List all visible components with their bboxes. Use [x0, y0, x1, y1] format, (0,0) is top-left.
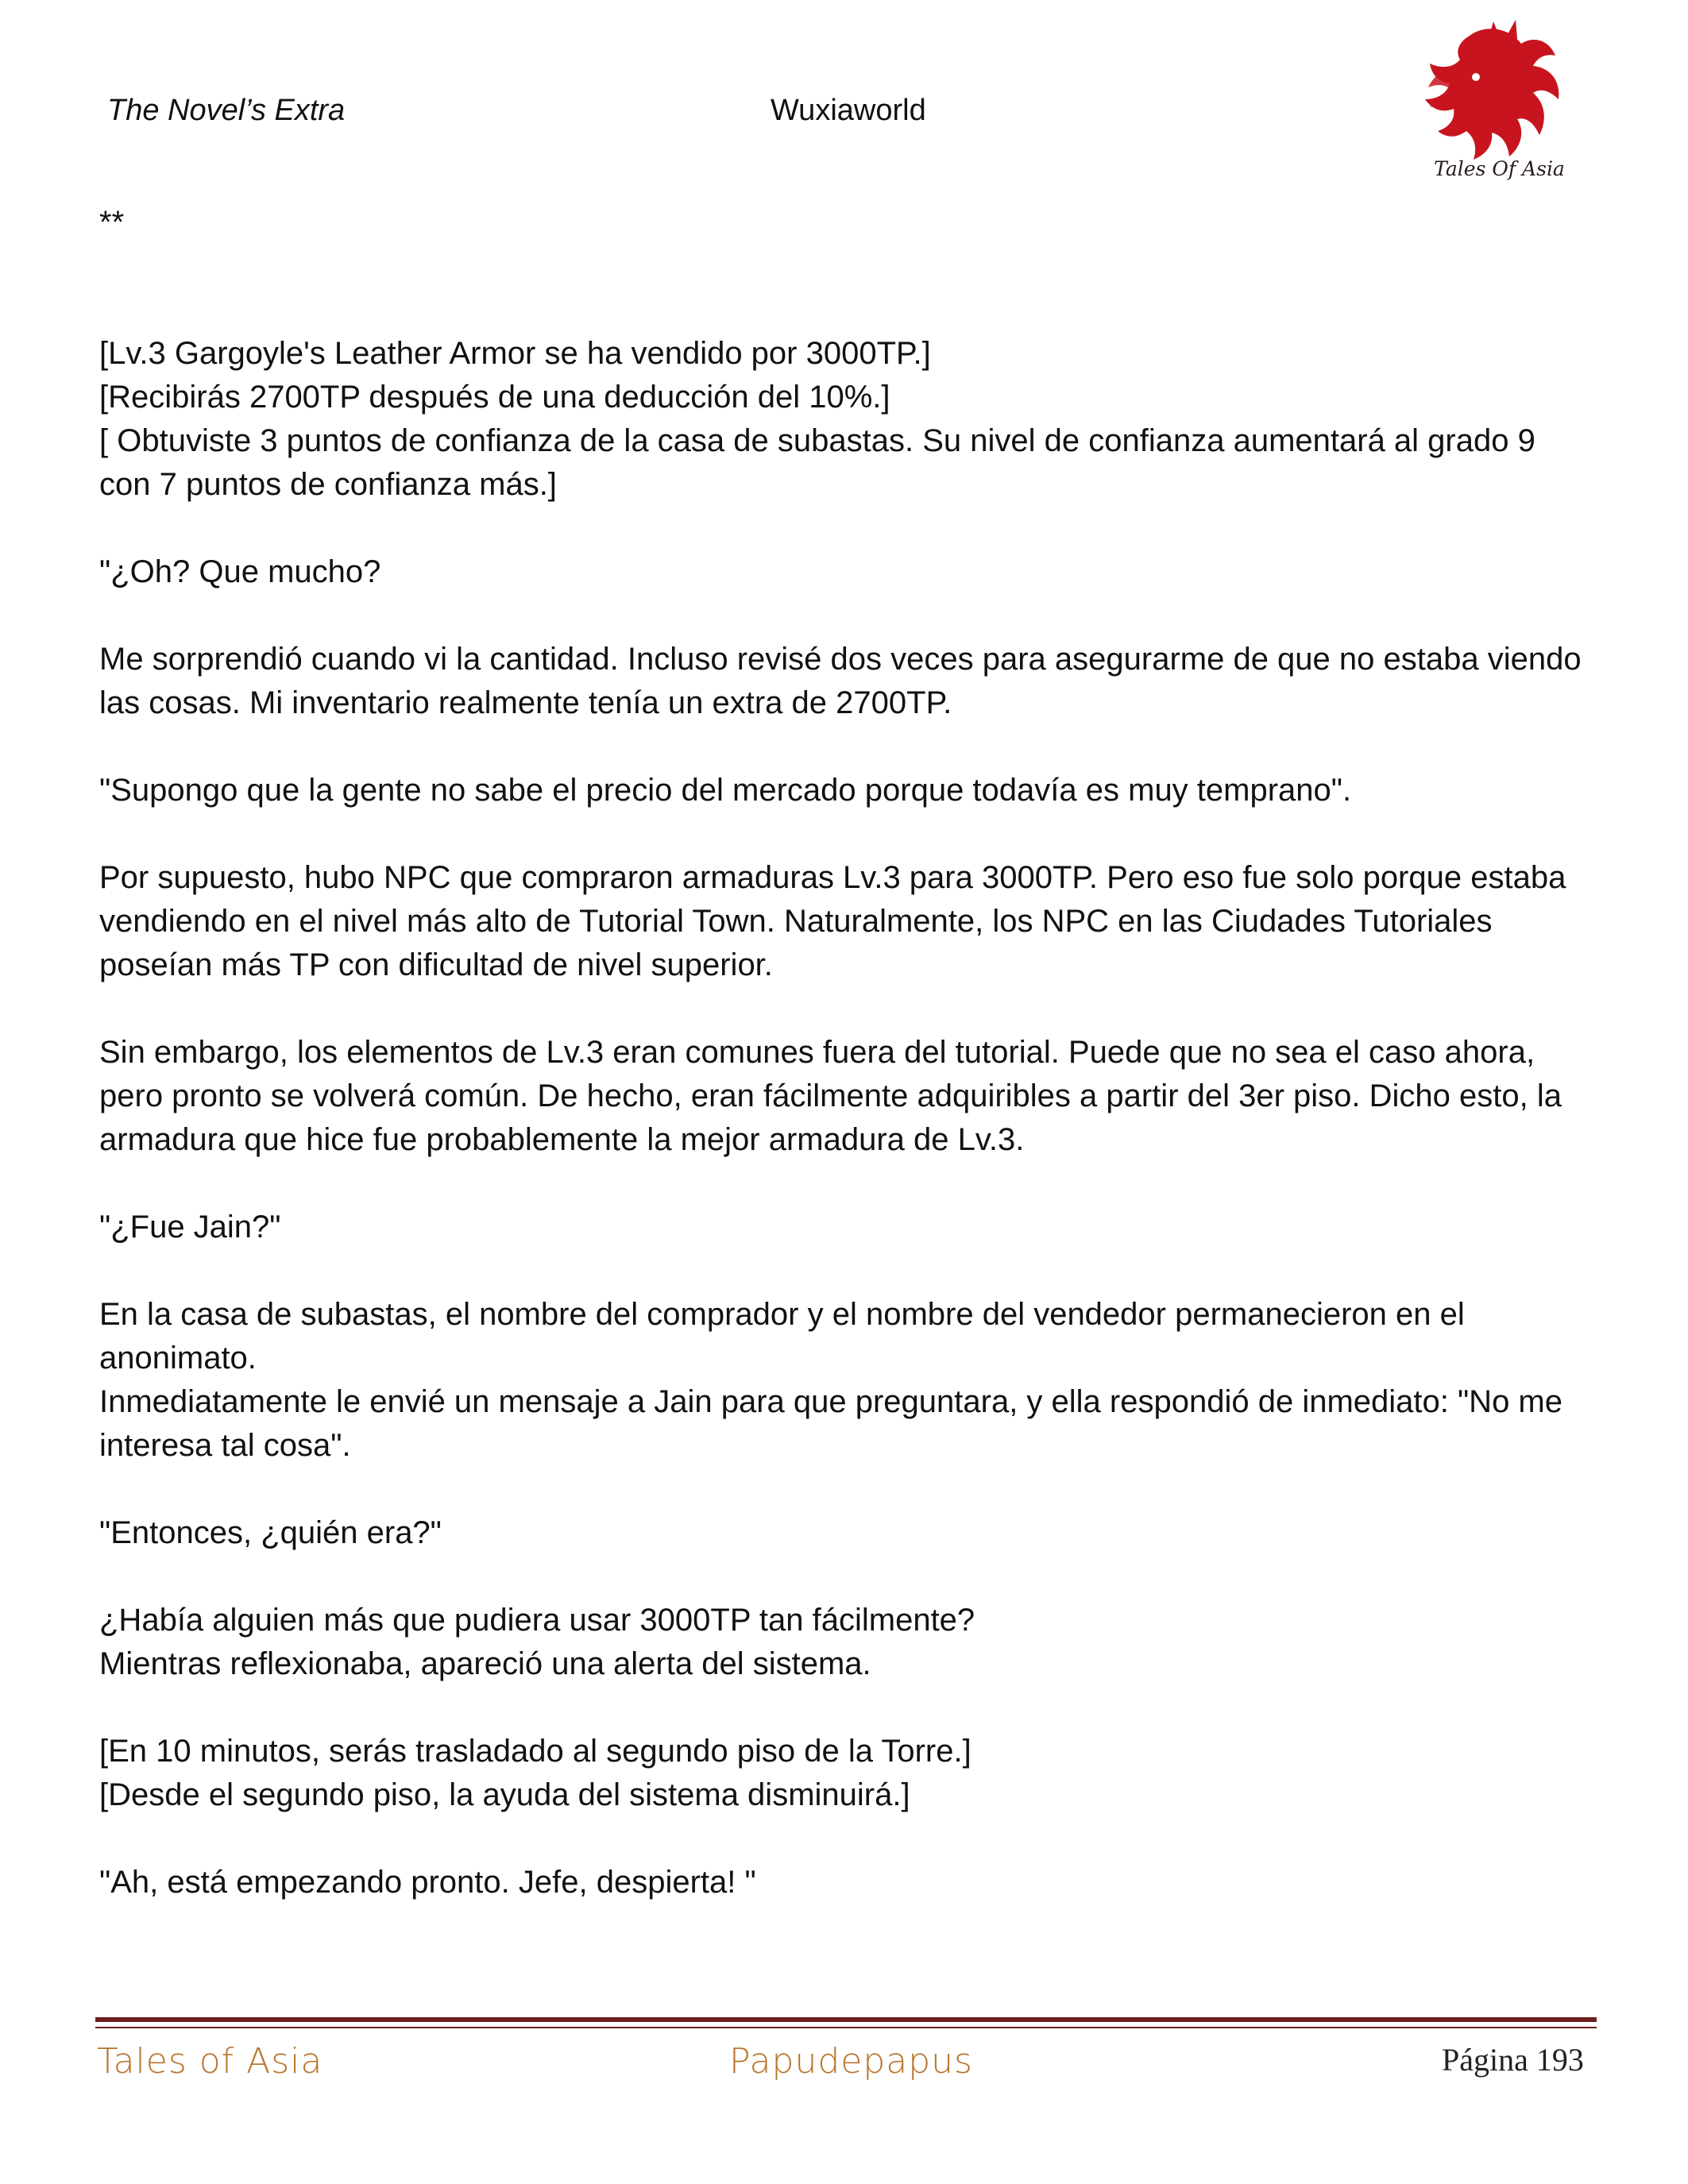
paragraph: "Ah, está empezando pronto. Jefe, despierta! "	[99, 1865, 756, 1900]
footer-divider-thick	[95, 2017, 1597, 2022]
paragraph: "¿Oh? Que mucho?	[99, 554, 381, 589]
paragraph: ¿Había alguien más que pudiera usar 3000TP tan fácilmente?	[99, 1603, 975, 1638]
paragraph: Me sorprendió cuando vi la cantidad. Incluso revisé dos veces para asegurarme de que no estaba viendo las cosas. Mi inventario realmente tenía un extra de 2700TP.	[99, 642, 1590, 720]
paragraph: En la casa de subastas, el nombre del comprador y el nombre del vendedor permanecieron en el anonimato.	[99, 1297, 1474, 1376]
paragraph: Inmediatamente le envié un mensaje a Jain para que preguntara, y ella respondió de inmediato: "No me interesa tal cosa".	[99, 1384, 1572, 1463]
paragraph: "Supongo que la gente no sabe el precio del mercado porque todavía es muy temprano".	[99, 773, 1352, 808]
paragraph: Por supuesto, hubo NPC que compraron armaduras Lv.3 para 3000TP. Pero eso fue solo porque estaba vendiendo en el nivel más alto de Tutorial Town. Naturalmente, los NPC en las Ciudades Tutoriales poseían más TP con dificultad de nivel superior.	[99, 860, 1575, 982]
paragraph: Mientras reflexionaba, apareció una alerta del sistema.	[99, 1646, 871, 1681]
paragraph: [Lv.3 Gargoyle's Leather Armor se ha vendido por 3000TP.]	[99, 336, 931, 371]
paragraph: [Recibirás 2700TP después de una deducción del 10%.]	[99, 380, 890, 415]
header-novel-title: The Novel’s Extra	[107, 94, 346, 127]
paragraph: "Entonces, ¿quién era?"	[99, 1515, 442, 1550]
paragraph: Sin embargo, los elementos de Lv.3 eran comunes fuera del tutorial. Puede que no sea el caso ahora, pero pronto se volverá común. De hecho, eran fácilmente adquiribles a partir del 3er piso. Dicho esto, la armadura que hice fue probablemente la mejor armadura de Lv.3.	[99, 1035, 1571, 1157]
page-number: Página 193	[1442, 2042, 1584, 2078]
chapter-body	[99, 201, 1593, 1904]
footer-translator: Papudepapus	[729, 2041, 973, 2082]
paragraph: "¿Fue Jain?"	[99, 1210, 281, 1244]
logo-wordmark: Tales Of Asia	[1434, 157, 1565, 180]
footer-group-name: Tales of Asia	[97, 2041, 323, 2082]
paragraph: [ Obtuviste 3 puntos de confianza de la casa de subastas. Su nivel de confianza aumentará al grado 9 con 7 puntos de confianza más.]	[99, 423, 1544, 502]
paragraph: [Desde el segundo piso, la ayuda del sistema disminuirá.]	[99, 1777, 910, 1812]
header-site-name: Wuxiaworld	[771, 94, 926, 127]
paragraph-separator: **	[99, 205, 125, 240]
footer-divider-thin	[95, 2027, 1597, 2028]
paragraph: [En 10 minutos, serás trasladado al segundo piso de la Torre.]	[99, 1734, 971, 1769]
